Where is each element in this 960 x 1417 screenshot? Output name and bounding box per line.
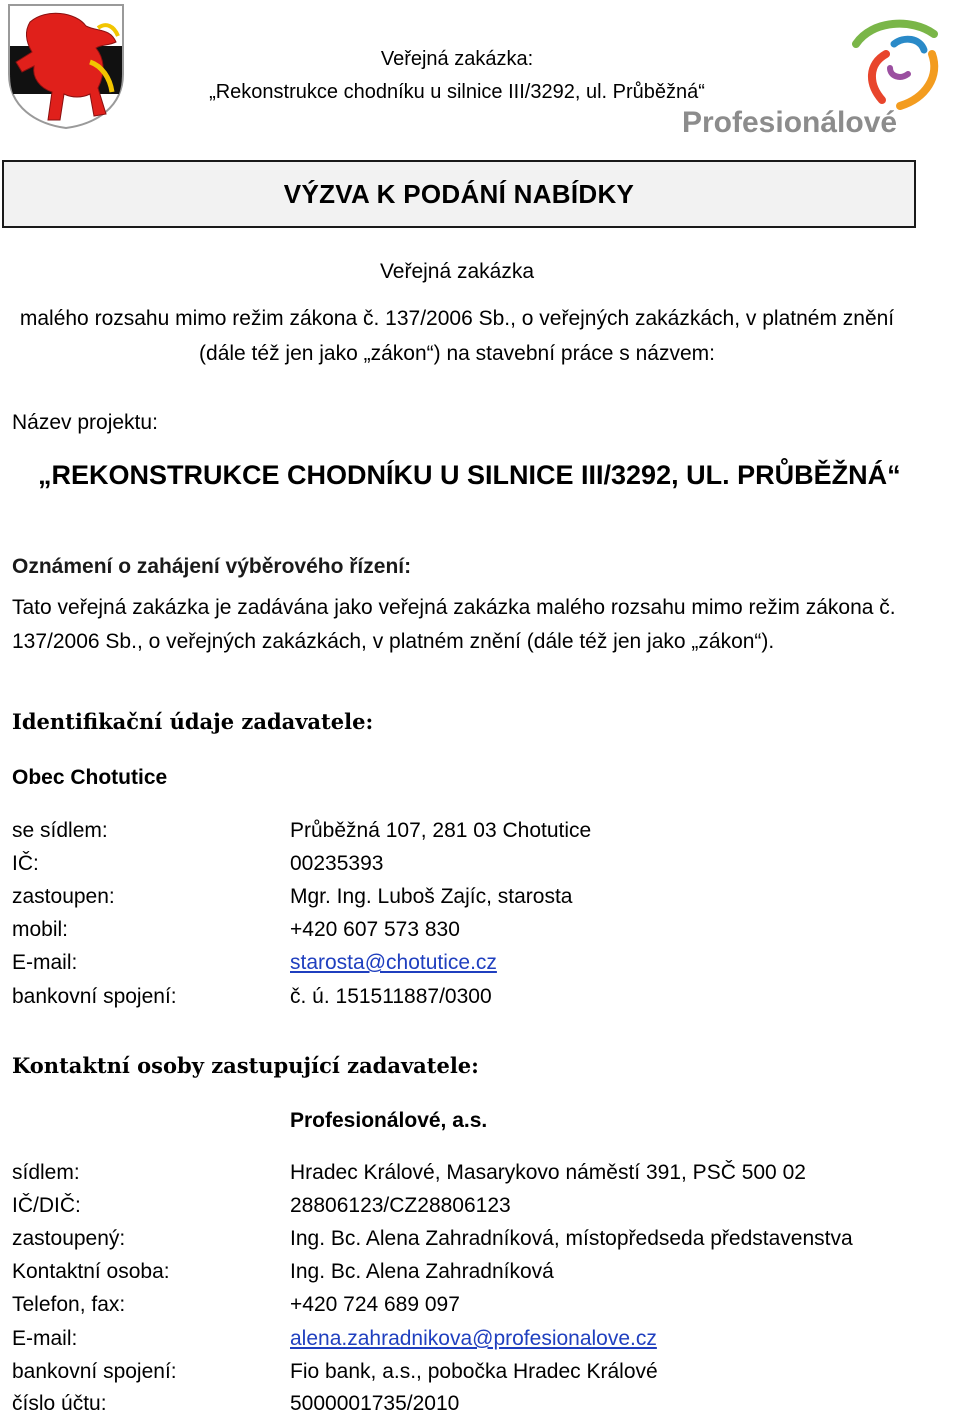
contracting-value-bank: č. ú. 151511887/0300 (290, 985, 492, 1008)
contacts-value-ic-dic: 28806123/CZ28806123 (290, 1194, 511, 1217)
document-title-box (2, 160, 916, 228)
contacts-value-bank: Fio bank, a.s., pobočka Hradec Králové (290, 1360, 658, 1383)
contacts-heading: Kontaktní osoby zastupující zadavatele: (12, 1053, 479, 1078)
contacts-label-seat: sídlem: (12, 1161, 80, 1184)
logo-swirl-icon (842, 14, 952, 114)
contracting-label-mobile: mobil: (12, 918, 69, 941)
contacts-value-phone: +420 724 689 097 (290, 1293, 460, 1316)
intro-line-3: (dále též jen jako „zákon“) na stavební práce s názvem: (199, 342, 715, 365)
announcement-text-2: 137/2006 Sb., o veřejných zakázkách, v platném znění (dále též jen jako „zákon“). (12, 630, 775, 653)
document-title: VÝZVA K PODÁNÍ NABÍDKY (283, 178, 635, 209)
contracting-label-ic: IČ: (12, 852, 39, 875)
contracting-value-ic: 00235393 (290, 852, 384, 875)
contacts-email-link[interactable]: alena.zahradnikova@profesionalove.cz (290, 1327, 657, 1350)
contracting-heading: Identifikační údaje zadavatele: (12, 709, 374, 734)
contracting-value-mobile: +420 607 573 830 (290, 918, 460, 941)
logo-text: Profesionálové (682, 106, 898, 139)
contacts-label-ic-dic: IČ/DIČ: (12, 1194, 81, 1217)
contacts-label-account: číslo účtu: (12, 1392, 107, 1415)
contracting-email-link[interactable]: starosta@chotutice.cz (290, 951, 497, 974)
contacts-label-email: E-mail: (12, 1327, 78, 1350)
contracting-value-seat: Průběžná 107, 281 03 Chotutice (290, 819, 592, 842)
contacts-label-person: Kontaktní osoba: (12, 1260, 170, 1283)
contacts-label-represented: zastoupený: (12, 1227, 126, 1250)
contracting-label-represented: zastoupen: (12, 885, 115, 908)
project-label: Název projektu: (12, 411, 158, 434)
contracting-label-bank: bankovní spojení: (12, 985, 177, 1008)
contracting-label-email: E-mail: (12, 951, 78, 974)
contacts-value-person: Ing. Bc. Alena Zahradníková (290, 1260, 554, 1283)
contracting-label-seat: se sídlem: (12, 819, 108, 842)
contacts-label-bank: bankovní spojení: (12, 1360, 177, 1383)
contracting-value-represented: Mgr. Ing. Luboš Zajíc, starosta (290, 885, 573, 908)
contacts-value-account: 5000001735/2010 (290, 1392, 460, 1415)
intro-line-1: Veřejná zakázka (379, 260, 535, 283)
profesionalove-logo (676, 14, 956, 144)
contacts-label-phone: Telefon, fax: (12, 1293, 126, 1316)
contracting-org: Obec Chotutice (12, 766, 168, 789)
header-line-2: „Rekonstrukce chodníku u silnice III/3292, ul. Průběžná“ (209, 81, 705, 103)
contacts-org: Profesionálové, a.s. (290, 1109, 488, 1132)
contacts-value-represented: Ing. Bc. Alena Zahradníková, místopředseda představenstva (290, 1227, 853, 1250)
announcement-heading: Oznámení o zahájení výběrového řízení: (12, 555, 412, 578)
header-line-1: Veřejná zakázka: (380, 48, 534, 70)
project-name: „REKONSTRUKCE CHODNÍKU U SILNICE III/3292, UL. PRŮBĚŽNÁ“ (38, 460, 901, 490)
announcement-text-1: Tato veřejná zakázka je zadávána jako veřejná zakázka malého rozsahu mimo režim zákona č. (12, 596, 896, 619)
intro-line-2: malého rozsahu mimo režim zákona č. 137/2006 Sb., o veřejných zakázkách, v platném znění (19, 307, 895, 330)
contacts-value-seat: Hradec Králové, Masarykovo náměstí 391, PSČ 500 02 (290, 1161, 806, 1184)
